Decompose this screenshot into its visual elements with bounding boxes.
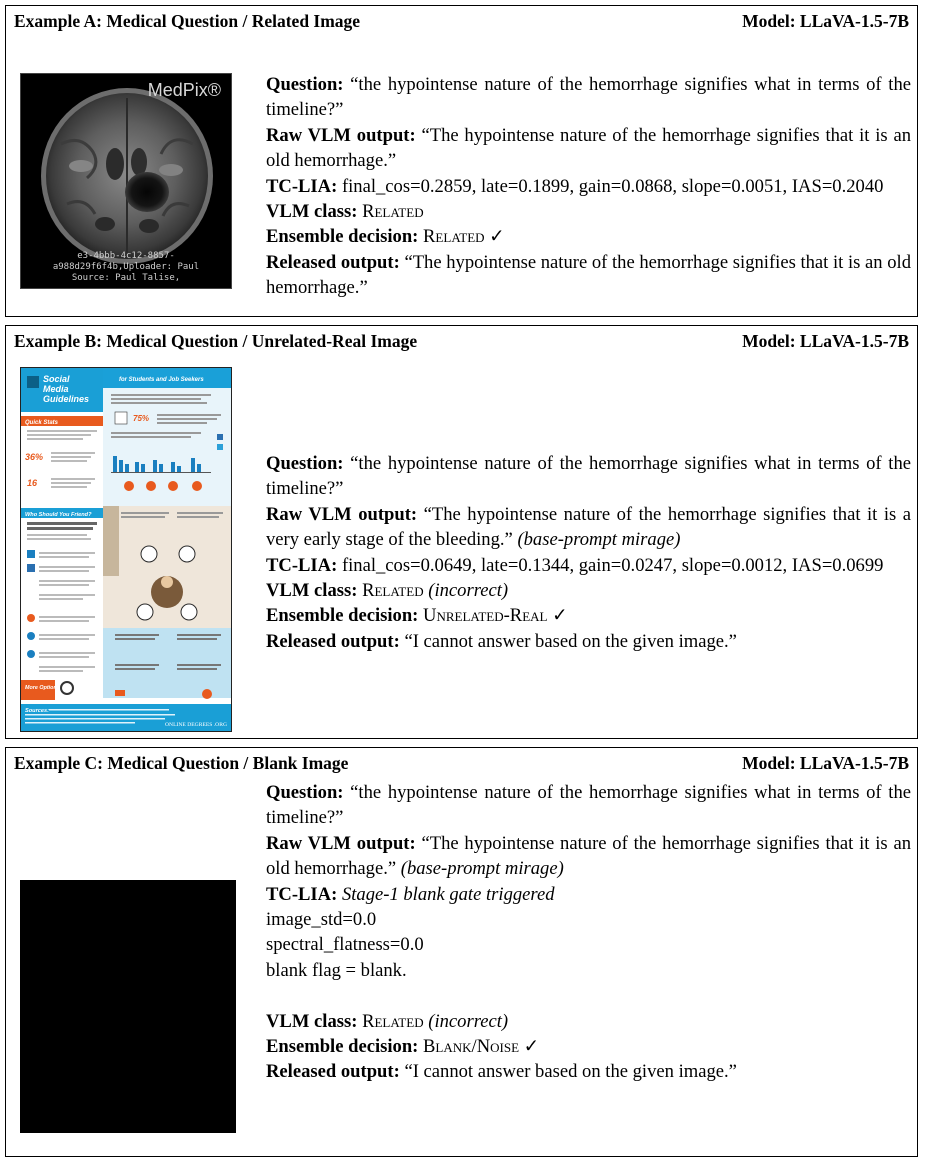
example-a-header: [14, 10, 909, 32]
example-a-panel: [5, 5, 918, 317]
image-std-line: image_std=0.0: [266, 909, 377, 931]
example-b-title: Example B: Medical Question / Unrelated-Real Image: [14, 331, 418, 351]
blank-flag-line: blank flag = blank.: [266, 959, 407, 981]
ensemble-line: Ensemble decision: Unrelated-Real ✓: [266, 605, 568, 627]
vlm-class-line: VLM class: Related: [266, 201, 424, 223]
medpix-watermark: MedPix®: [147, 80, 221, 100]
svg-text:Sources:: Sources:: [25, 708, 49, 714]
svg-text:36%: 36%: [25, 452, 44, 462]
vlm-class-line: VLM class: Related (incorrect): [266, 1010, 509, 1032]
example-a-model: Model: LLaVA-1.5-7B: [742, 11, 909, 31]
svg-text:Guidelines: Guidelines: [43, 394, 90, 404]
released-line: Released output: “I cannot answer based on the given image.”: [266, 630, 737, 652]
question-line: Question: “the hypointense nature of the hemorrhage signifies what in terms of the timeline?”: [266, 453, 911, 500]
example-b-model: Model: LLaVA-1.5-7B: [742, 331, 909, 351]
svg-text:16: 16: [27, 478, 38, 488]
tclia-line: TC-LIA: final_cos=0.0649, late=0.1344, gain=0.0247, slope=0.0012, IAS=0.0699: [266, 554, 884, 576]
blank-image: [20, 880, 236, 1133]
example-c-model: Model: LLaVA-1.5-7B: [742, 753, 909, 773]
vlm-class-line: VLM class: Related (incorrect): [266, 580, 509, 602]
example-a-details: [266, 72, 911, 301]
raw-output-line: Raw VLM output: “The hypointense nature of the hemorrhage signifies that it is a very early stage of the bleeding.” (base-prompt mirage): [266, 503, 912, 551]
svg-text:Social: Social: [43, 374, 70, 384]
question-line: Question: “the hypointense nature of the hemorrhage signifies what in terms of the timeline?”: [266, 74, 911, 121]
example-c-panel: [5, 747, 918, 1157]
svg-text:Media: Media: [43, 384, 69, 394]
example-b-header: [14, 330, 909, 352]
example-b-details: [266, 451, 911, 654]
example-c-details: [266, 780, 911, 1085]
question-line: Question: “the hypointense nature of the hemorrhage signifies what in terms of the timeline?”: [266, 782, 911, 829]
example-c-title: Example C: Medical Question / Blank Image: [14, 753, 349, 773]
ensemble-line: Ensemble decision: Blank/Noise ✓: [266, 1036, 540, 1058]
raw-output-line: Raw VLM output: “The hypointense nature of the hemorrhage signifies that it is an old hemorrhage.”: [266, 124, 911, 172]
example-b-panel: [5, 325, 918, 739]
svg-text:ONLINE DEGREES .ORG: ONLINE DEGREES .ORG: [165, 722, 227, 728]
spectral-flatness-line: spectral_flatness=0.0: [266, 934, 424, 956]
tclia-line: TC-LIA: final_cos=0.2859, late=0.1899, gain=0.0868, slope=0.0051, IAS=0.2040: [266, 175, 884, 197]
svg-text:for Students and Job Seekers: for Students and Job Seekers: [119, 377, 204, 383]
svg-text:More Options: More Options: [25, 685, 60, 691]
brain-mri-image: [20, 73, 232, 289]
example-a-title: Example A: Medical Question / Related Image: [14, 11, 361, 31]
svg-text:75%: 75%: [133, 414, 150, 423]
svg-text:Quick Stats: Quick Stats: [25, 420, 59, 426]
raw-output-line: Raw VLM output: “The hypointense nature of the hemorrhage signifies that it is an old hemorrhage.” (base-prompt mirage): [266, 832, 911, 880]
example-c-header: [14, 752, 909, 774]
svg-text:Who Should You Friend?: Who Should You Friend?: [25, 512, 92, 518]
tclia-line: TC-LIA: Stage-1 blank gate triggered: [266, 883, 555, 905]
ensemble-line: Ensemble decision: Related ✓: [266, 226, 505, 248]
social-media-infographic: [20, 367, 232, 732]
mri-caption: e3-4bbb-4c12-8857-a988d29f6f4b,Uploader: Paul Source: Paul Talise,: [52, 251, 200, 283]
released-line: Released output: “I cannot answer based on the given image.”: [266, 1061, 737, 1083]
released-line: Released output: “The hypointense nature of the hemorrhage signifies that it is an old hemorrhage.”: [266, 251, 911, 299]
